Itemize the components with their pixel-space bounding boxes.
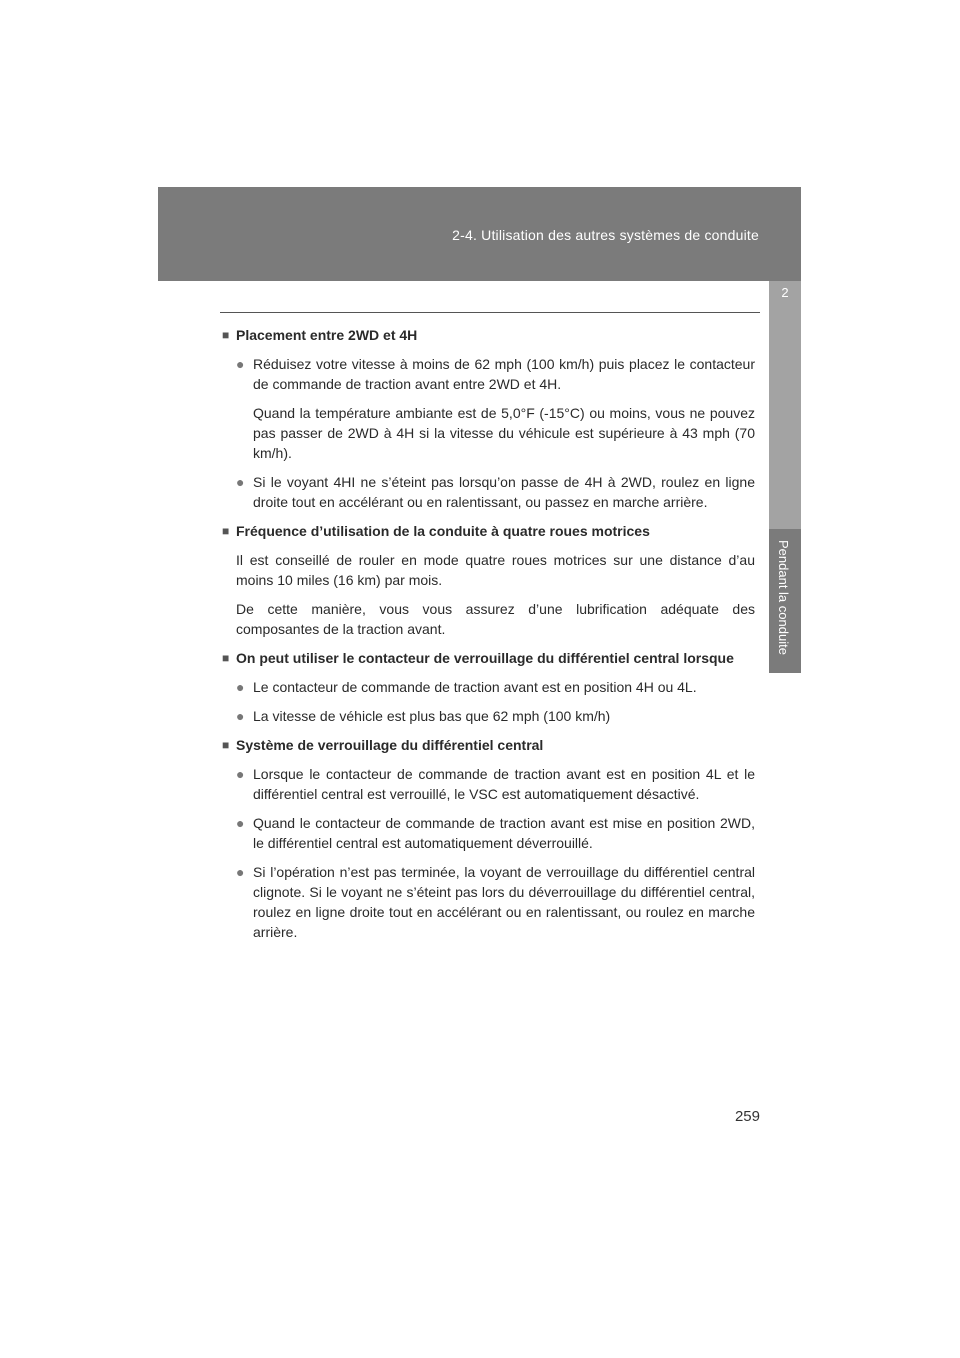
square-bullet-icon: ■ (222, 328, 230, 342)
chapter-label: Pendant la conduite (776, 540, 791, 655)
square-bullet-icon: ■ (222, 524, 230, 538)
square-bullet-icon: ■ (222, 651, 230, 665)
header-band (158, 187, 801, 281)
section-heading: ■ On peut utiliser le contacteur de verrouillage du différentiel central lorsque (222, 650, 734, 666)
divider (220, 312, 760, 313)
list-item: ● Si le voyant 4HI ne s’éteint pas lorsqu’on passe de 4H à 2WD, roulez en ligne droite tout en accélérant ou en ralentissant, ou passez en marche arrière. (236, 474, 755, 510)
section-heading: ■ Fréquence d’utilisation de la conduite à quatre roues motrices (222, 523, 650, 539)
section-lock-system (222, 735, 755, 942)
list-item: ● Si l’opération n’est pas terminée, la voyant de verrouillage du différentiel central clignote. Si le voyant ne s’éteint pas lors du déverrouillage du différentiel central, roulez en ligne droite tout en accélérant ou en ralentissant, ou roulez en marche arrière. (236, 864, 755, 940)
circle-bullet-icon: ● (236, 474, 245, 490)
list-item: ● Quand le contacteur de commande de traction avant est mise en position 2WD, le différentiel central est automatiquement déverrouillé. (236, 815, 755, 851)
circle-bullet-icon: ● (236, 864, 245, 880)
circle-bullet-icon: ● (236, 708, 245, 724)
side-tab-upper (769, 281, 801, 529)
list-item: ● Réduisez votre vitesse à moins de 62 mph (100 km/h) puis placez le contacteur de commande de traction avant entre 2WD et 4H. (236, 356, 755, 392)
circle-bullet-icon: ● (236, 815, 245, 831)
page-content (222, 325, 755, 951)
section-heading: ■ Placement entre 2WD et 4H (222, 327, 418, 343)
circle-bullet-icon: ● (236, 356, 245, 372)
list-item: ● Lorsque le contacteur de commande de traction avant est en position 4L et le différentiel central est verrouillé, le VSC est automatiquement désactivé. (236, 766, 755, 802)
list-item: ● La vitesse de véhicle est plus bas que 62 mph (100 km/h) (236, 708, 611, 724)
section-title: 2-4. Utilisation des autres systèmes de conduite (452, 227, 759, 243)
circle-bullet-icon: ● (236, 679, 245, 695)
section-frequency (222, 521, 755, 639)
list-item: ● Le contacteur de commande de traction avant est en position 4H ou 4L. (236, 679, 697, 695)
section-lock-switch (222, 648, 755, 726)
section-heading: ■ Système de verrouillage du différentiel central (222, 737, 544, 753)
section-2wd-4h (222, 325, 755, 512)
list-item-continuation: Quand la température ambiante est de 5,0°F (-15°C) ou moins, vous ne pouvez pas passer de 2WD à 4H si la vitesse du véhicule est supérieure à 43 mph (70 km/h). (253, 405, 755, 461)
chapter-number: 2 (781, 285, 789, 300)
paragraph: Il est conseillé de rouler en mode quatre roues motrices sur une distance d’au moins 10 miles (16 km) par mois. (236, 552, 755, 588)
page-number: 259 (734, 1108, 760, 1125)
paragraph: De cette manière, vous vous assurez d’une lubrification adéquate des composantes de la traction avant. (236, 601, 755, 637)
square-bullet-icon: ■ (222, 738, 230, 752)
circle-bullet-icon: ● (236, 766, 245, 782)
